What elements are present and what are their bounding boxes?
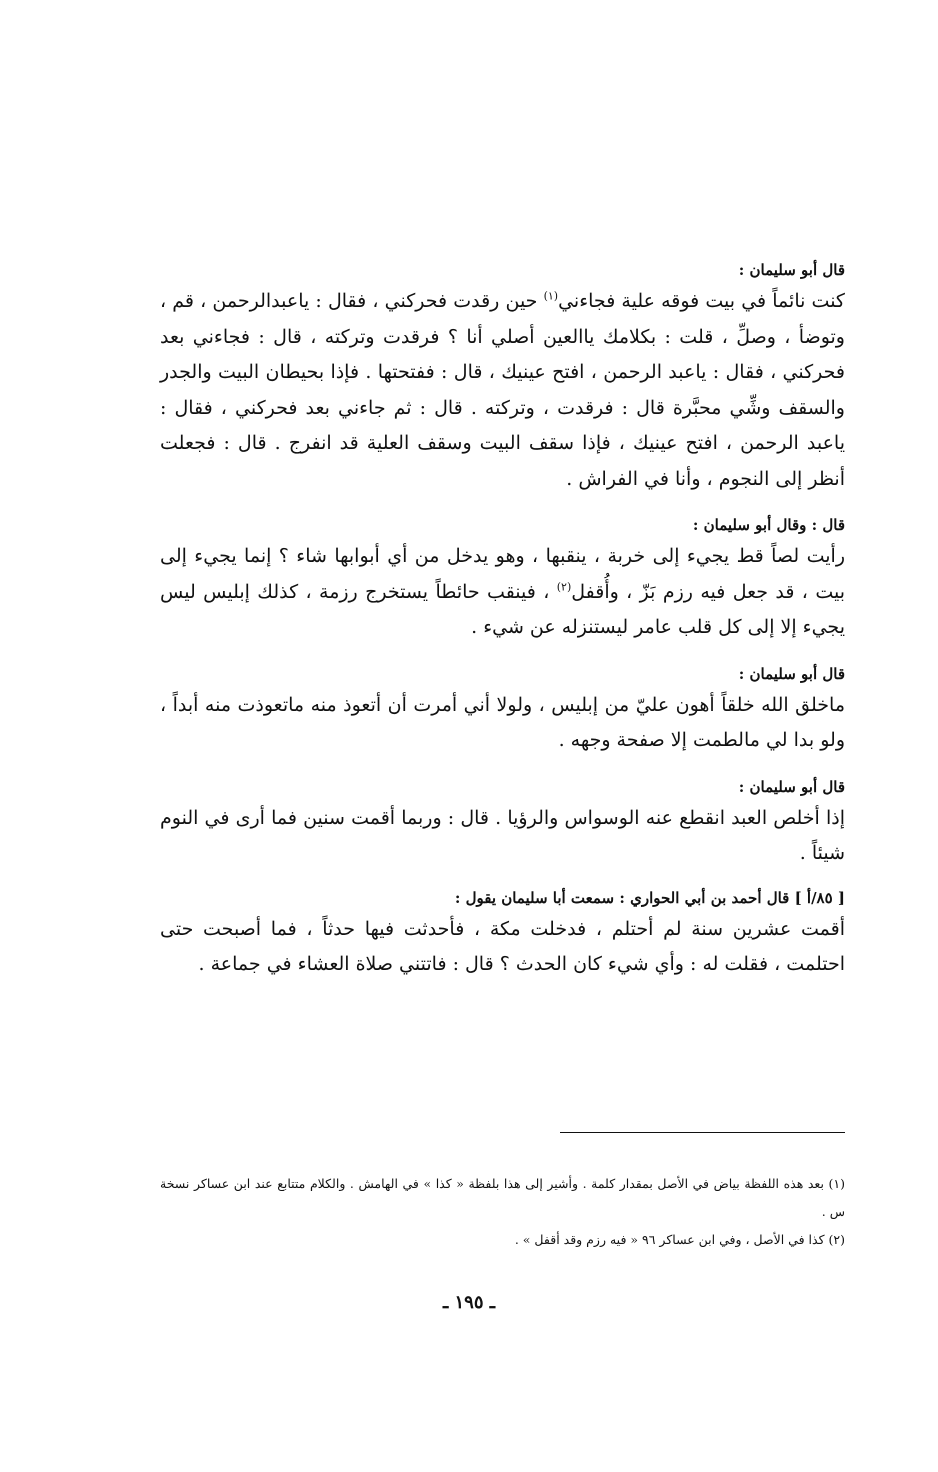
section-paragraph: أقمت عشرين سنة لم أحتلم ، فدخلت مكة ، فأحدثت فيها حدثاً ، فما أصبحت حتى احتلمت ، فقلت له : وأي شيء كان الحدث ؟ قال : فاتتني صلاة العشاء في جماعة .: [160, 917, 845, 975]
section-2: [160, 513, 845, 646]
footnote-marker[interactable]: (١): [543, 289, 559, 303]
section-heading: [ ٨٥/أ ] قال أحمد بن أبي الحواري : سمعت أبا سليمان يقول :: [454, 888, 845, 907]
footnote-separator: [560, 1132, 845, 1133]
paragraph-text: ، فينقب حائطاً يستخرج رزمة ، كذلك إبليس ليس يجيء إلا إلى كل قلب عامر ليستنزله عن شيء .: [160, 580, 845, 638]
section-paragraph: [160, 284, 845, 497]
footnote-marker[interactable]: (٢): [556, 580, 572, 594]
section-4: [160, 775, 845, 872]
section-heading: قال أبو سليمان :: [738, 664, 845, 683]
paragraph-text: حين رقدت فحركني ، فقال : ياعبدالرحمن ، قم ، وتوضأ ، وصلِّ ، قلت : بكلامك ياالعين أصلي أنا ؟ فرقدت وتركته ، قال : فجاءني بعد فحركني ، فقال : ياعبد الرحمن ، افتح عينيك ، قال : ففتحتها . فإذا بحيطان البيت والجدر والسقف وشِّي محبَّرة قال : فرقدت ، وتركته . قال : ثم جاءني بعد فحركني ، فقال : ياعبد الرحمن ، افتح عينيك ، فإذا سقف البيت وسقف العلية قد انفرج . قال : فجعلت أنظر إلى النجوم ، وأنا في الفراش .: [160, 290, 845, 490]
section-paragraph: ماخلق الله خلقاً أهون عليّ من إبليس ، ولولا أني أمرت أن أتعوذ منه ماتعوذت منه أبداً ، ولو بدا لي مالطمت إلا صفحة وجهه .: [160, 693, 845, 751]
footnote-1: (١) بعد هذه اللفظة بياض في الأصل بمقدار كلمة . وأشير إلى هذا بلفظة « كذا » في الهامش . والكلام متتابع عند ابن عساكر نسخة س .: [160, 1176, 845, 1219]
paragraph-text: رأيت لصاً قط يجيء إلى خربة ، ينقبها ، وهو يدخل من أي أبوابها شاء ؟ إنما يجيء إلى بيت ، قد جعل فيه رزم بَزّ ، وأُقفل: [160, 545, 845, 603]
section-1: [160, 258, 845, 497]
paragraph-text: كنت نائماً في بيت فوقه علية فجاءني: [558, 290, 845, 312]
section-5: [160, 886, 845, 983]
footnote-2: (٢) كذا في الأصل ، وفي ابن عساكر ٩٦ « فيه رزم وقد أقفل » .: [514, 1232, 845, 1247]
section-paragraph: إذا أخلص العبد انقطع عنه الوسواس والرؤيا . قال : وربما أقمت سنين فما أرى في النوم شيئاً .: [160, 806, 845, 864]
section-3: [160, 662, 845, 759]
section-heading: قال أبو سليمان :: [738, 777, 845, 796]
main-text: [160, 258, 845, 999]
section-paragraph: [160, 539, 845, 646]
section-heading: قال : وقال أبو سليمان :: [692, 516, 845, 534]
section-heading: قال أبو سليمان :: [738, 261, 845, 279]
page-number: ـ ١٩٥ ـ: [442, 1292, 496, 1313]
footnotes: [160, 1170, 845, 1254]
